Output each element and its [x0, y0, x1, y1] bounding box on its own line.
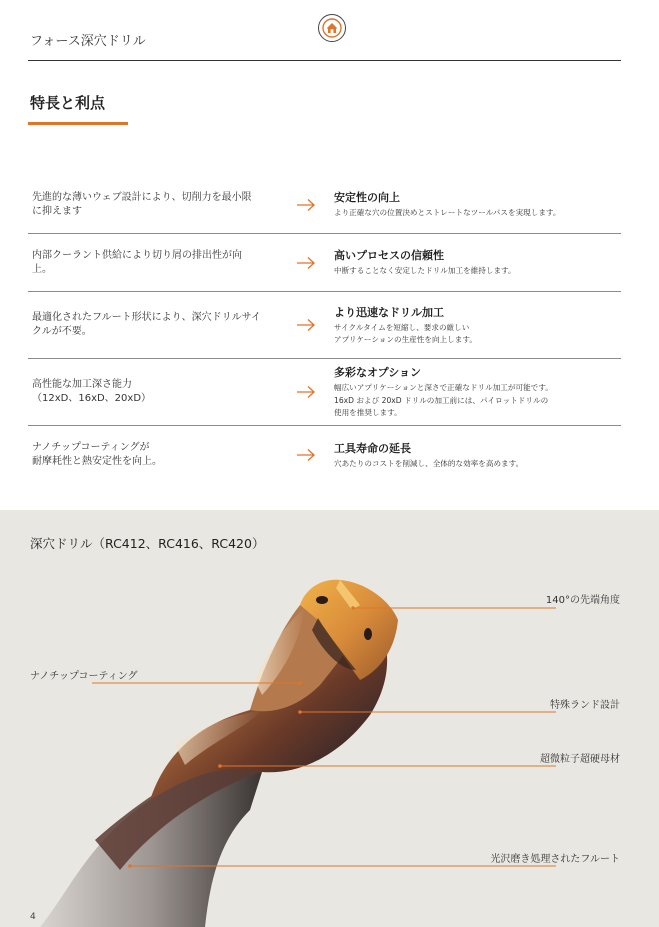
feature-arrow	[286, 256, 326, 270]
feature-line: （12xD、16xD、20xD）	[32, 393, 152, 404]
benefit	[326, 247, 621, 278]
feature-line: クルが不要。	[32, 326, 92, 337]
callout-coating: ナノチップコーティング	[30, 671, 138, 682]
section-title: 特長と利点	[30, 94, 106, 112]
arrow-right-icon	[296, 318, 316, 332]
benefit-line: 穴あたりのコストを削減し、全体的な効率を高めます。	[334, 458, 524, 468]
header-divider	[28, 60, 621, 61]
arrow-right-icon	[296, 256, 316, 270]
benefit-title: 多彩なオプション	[334, 366, 422, 380]
feature-text	[28, 311, 268, 339]
feature-line: 耐摩耗性と熱安定性を向上。	[32, 456, 162, 467]
feature-line: ナノチップコーティングが	[32, 442, 150, 453]
callout-flute: 光沢磨き処理されたフルート	[490, 854, 620, 865]
feature-line: 内部クーラント供給により切り屑の排出性が向	[32, 249, 242, 261]
feature-arrow	[286, 448, 326, 462]
arrow-right-icon	[296, 385, 316, 399]
callout-tip-angle: 140°の先端角度	[545, 595, 620, 606]
feature-line: 先進的な薄いウェブ設計により、切削力を最小限	[32, 191, 252, 203]
features-table	[28, 176, 621, 484]
feature-row	[28, 359, 621, 426]
benefit-line: 使用を推奨します。	[334, 408, 402, 418]
benefit-line: アプリケーションの生産性を向上します。	[334, 335, 477, 344]
benefit	[326, 440, 621, 471]
arrow-right-icon	[296, 198, 316, 212]
page-number: 4	[30, 912, 36, 922]
feature-row	[28, 292, 621, 359]
feature-arrow	[286, 198, 326, 212]
benefit-line: サイクルタイムを短縮し、要求の厳しい	[334, 322, 470, 332]
feature-row	[28, 176, 621, 234]
feature-text	[28, 249, 268, 277]
benefit-line: 16xD および 20xD ドリルの加工前には、パイロットドリルの	[334, 395, 549, 405]
benefit	[326, 364, 621, 420]
feature-arrow	[286, 318, 326, 332]
benefit-title: 高いプロセスの信頼性	[334, 249, 444, 263]
home-button[interactable]	[318, 14, 346, 42]
feature-line: 最適化されたフルート形状により、深穴ドリルサイ	[32, 312, 261, 323]
benefit-line: より正確な穴の位置決めとストレートなツールパスを実現します。	[334, 208, 561, 218]
product-section	[0, 510, 659, 927]
callout-land: 特殊ランド設計	[550, 700, 620, 711]
feature-line: 高性能な加工深さ能力	[32, 379, 132, 390]
feature-text	[28, 441, 268, 469]
feature-line: に抑えます	[32, 205, 82, 217]
product-title: 深穴ドリル（RC412、RC416、RC420）	[30, 536, 265, 551]
feature-arrow	[286, 385, 326, 399]
benefit-title: 安定性の向上	[334, 191, 400, 205]
benefit	[326, 189, 621, 220]
benefit-line: 中断することなく安定したドリル加工を維持します。	[334, 266, 516, 276]
arrow-right-icon	[296, 448, 316, 462]
feature-row	[28, 426, 621, 484]
feature-text	[28, 378, 268, 406]
callout-carbide: 超微粒子超硬母材	[540, 754, 620, 765]
feature-row	[28, 234, 621, 292]
section-underline	[28, 122, 128, 125]
benefit	[326, 304, 621, 347]
feature-text	[28, 191, 268, 219]
benefit-line: 幅広いアプリケーションと深さで正確なドリル加工が可能です。	[334, 383, 553, 393]
home-icon	[321, 17, 343, 39]
document-title: フォース深穴ドリル	[30, 34, 146, 49]
benefit-title: より迅速なドリル加工	[334, 305, 444, 319]
feature-line: 上。	[32, 263, 52, 275]
benefit-title: 工具寿命の延長	[334, 441, 411, 455]
